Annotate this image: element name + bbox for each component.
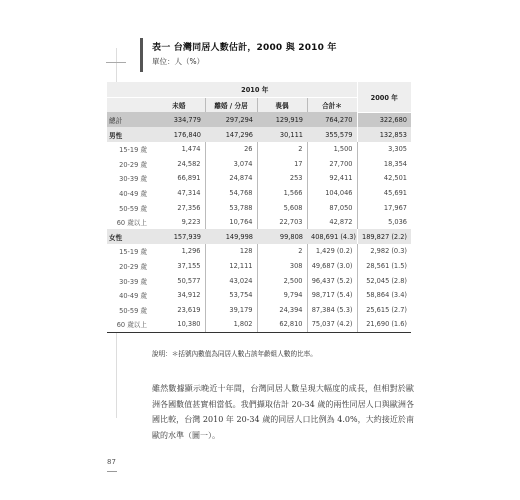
table-cell: 18,354 — [357, 156, 411, 171]
table-cell: 62,810 — [257, 317, 307, 332]
table-cell: 17,967 — [357, 200, 411, 215]
row-label: 男性 — [107, 127, 153, 142]
table-cell: 43,024 — [205, 273, 257, 288]
table-row — [107, 156, 411, 171]
table-cell: 253 — [257, 171, 307, 186]
table-cell: 3,074 — [205, 156, 257, 171]
table-cell: 408,691 (4.3) — [307, 229, 357, 244]
table-cell: 30,111 — [257, 127, 307, 142]
table-row — [107, 244, 411, 259]
table-cell: 189,827 (2.2) — [357, 229, 411, 244]
table-row — [107, 200, 411, 215]
table-cell: 10,764 — [205, 215, 257, 230]
table-cell: 27,700 — [307, 156, 357, 171]
table-cell: 308 — [257, 259, 307, 274]
table-row — [107, 171, 411, 186]
table-cell: 99,808 — [257, 229, 307, 244]
table-cell: 54,768 — [205, 186, 257, 201]
table-cell: 92,411 — [307, 171, 357, 186]
table-row — [107, 288, 411, 303]
table-cell: 27,356 — [153, 200, 205, 215]
table-cell: 3,305 — [357, 142, 411, 157]
table-cell: 176,840 — [153, 127, 205, 142]
table-cell: 157,939 — [153, 229, 205, 244]
table-cell: 37,155 — [153, 259, 205, 274]
table-cell: 39,179 — [205, 302, 257, 317]
row-label: 15-19 歲 — [107, 244, 153, 259]
table-cell: 12,111 — [205, 259, 257, 274]
table-cell: 764,270 — [307, 112, 357, 127]
row-label: 30-39 歲 — [107, 171, 153, 186]
row-label: 總計 — [107, 112, 153, 127]
table-cell: 5,036 — [357, 215, 411, 230]
table-row — [107, 273, 411, 288]
table-cell: 17 — [257, 156, 307, 171]
table-cell: 297,294 — [205, 112, 257, 127]
row-label: 40-49 歲 — [107, 186, 153, 201]
row-label: 女性 — [107, 229, 153, 244]
table-row — [107, 215, 411, 230]
table-cell: 96,437 (5.2) — [307, 273, 357, 288]
table-cell: 25,615 (2.7) — [357, 302, 411, 317]
header-col-widowed: 喪偶 — [257, 97, 307, 112]
table-cell: 1,500 — [307, 142, 357, 157]
header-col-total: 合計＊ — [307, 97, 357, 112]
table-cell: 9,794 — [257, 288, 307, 303]
table-cell: 2,982 (0.3) — [357, 244, 411, 259]
table-cell: 50,577 — [153, 273, 205, 288]
table-row — [107, 229, 411, 244]
table-row — [107, 259, 411, 274]
table-cell: 149,998 — [205, 229, 257, 244]
table-cell: 22,703 — [257, 215, 307, 230]
table-cell: 1,429 (0.2) — [307, 244, 357, 259]
table-row — [107, 186, 411, 201]
header-col-divorced: 離婚 / 分居 — [205, 97, 257, 112]
table-title: 表一 台灣同居人數估計，2000 與 2010 年 — [152, 43, 337, 53]
table-row — [107, 112, 411, 127]
table-cell: 2 — [257, 244, 307, 259]
header-2000: 2000 年 — [357, 82, 411, 112]
table-cell: 49,687 (3.0) — [307, 259, 357, 274]
row-label: 30-39 歲 — [107, 273, 153, 288]
row-label: 60 歲以上 — [107, 215, 153, 230]
table-header-group — [107, 82, 411, 97]
table-cell: 129,919 — [257, 112, 307, 127]
table-cell: 2 — [257, 142, 307, 157]
row-label: 20-29 歲 — [107, 259, 153, 274]
table-cell: 98,717 (5.4) — [307, 288, 357, 303]
table-cell: 24,582 — [153, 156, 205, 171]
table-cell: 52,045 (2.8) — [357, 273, 411, 288]
header-blank-2 — [107, 97, 153, 112]
table-unit: 單位：人（%） — [152, 57, 205, 66]
row-label: 15-19 歲 — [107, 142, 153, 157]
cohabitation-table — [107, 82, 411, 333]
table-note: 說明：＊括號內數值為同居人數占該年齡組人數的比率。 — [152, 350, 317, 358]
table-cell: 322,680 — [357, 112, 411, 127]
table-cell: 5,608 — [257, 200, 307, 215]
table-cell: 47,314 — [153, 186, 205, 201]
row-label: 50-59 歲 — [107, 302, 153, 317]
table-cell: 42,501 — [357, 171, 411, 186]
table-cell: 128 — [205, 244, 257, 259]
table-cell: 10,380 — [153, 317, 205, 332]
table-row — [107, 317, 411, 332]
body-paragraph: 雖然數據顯示晚近十年間，台灣同居人數呈現大幅度的成長，但相對於歐洲各國數值甚實相當低。我們擷取估計 20-34 歲的兩性同居人口與歐洲各國比較，台灣 2010 年 20-34 歲的同居人口比例為 4.0%，大約接近於南歐的水準（圖一）。 — [152, 384, 414, 440]
table-row — [107, 302, 411, 317]
row-label: 50-59 歲 — [107, 200, 153, 215]
row-label: 40-49 歲 — [107, 288, 153, 303]
page-number-mark — [107, 471, 117, 472]
margin-tick — [106, 62, 126, 63]
table-cell: 1,802 — [205, 317, 257, 332]
header-col-unmarried: 未婚 — [153, 97, 205, 112]
header-blank — [107, 82, 153, 97]
table-cell: 58,864 (3.4) — [357, 288, 411, 303]
table-cell: 1,474 — [153, 142, 205, 157]
table-cell: 75,037 (4.2) — [307, 317, 357, 332]
table-cell: 334,779 — [153, 112, 205, 127]
table-cell: 53,754 — [205, 288, 257, 303]
table-cell: 1,296 — [153, 244, 205, 259]
table-cell: 53,788 — [205, 200, 257, 215]
title-accent-bar — [140, 38, 143, 72]
table-cell: 9,223 — [153, 215, 205, 230]
table-cell: 28,561 (1.5) — [357, 259, 411, 274]
header-2010: 2010 年 — [153, 82, 357, 97]
table-cell: 87,384 (5.3) — [307, 302, 357, 317]
table-cell: 132,853 — [357, 127, 411, 142]
table-cell: 24,394 — [257, 302, 307, 317]
table-cell: 23,619 — [153, 302, 205, 317]
table-row — [107, 142, 411, 157]
table-row — [107, 127, 411, 142]
table-cell: 42,872 — [307, 215, 357, 230]
table-cell: 24,874 — [205, 171, 257, 186]
table-body — [107, 112, 411, 332]
table-cell: 87,050 — [307, 200, 357, 215]
table-cell: 66,891 — [153, 171, 205, 186]
page-number: 87 — [107, 458, 116, 466]
table-cell: 1,566 — [257, 186, 307, 201]
table-cell: 26 — [205, 142, 257, 157]
table-cell: 34,912 — [153, 288, 205, 303]
table-cell: 104,046 — [307, 186, 357, 201]
table-cell: 147,296 — [205, 127, 257, 142]
row-label: 60 歲以上 — [107, 317, 153, 332]
table-cell: 45,691 — [357, 186, 411, 201]
table-cell: 2,500 — [257, 273, 307, 288]
table-cell: 355,579 — [307, 127, 357, 142]
row-label: 20-29 歲 — [107, 156, 153, 171]
table-cell: 21,690 (1.6) — [357, 317, 411, 332]
